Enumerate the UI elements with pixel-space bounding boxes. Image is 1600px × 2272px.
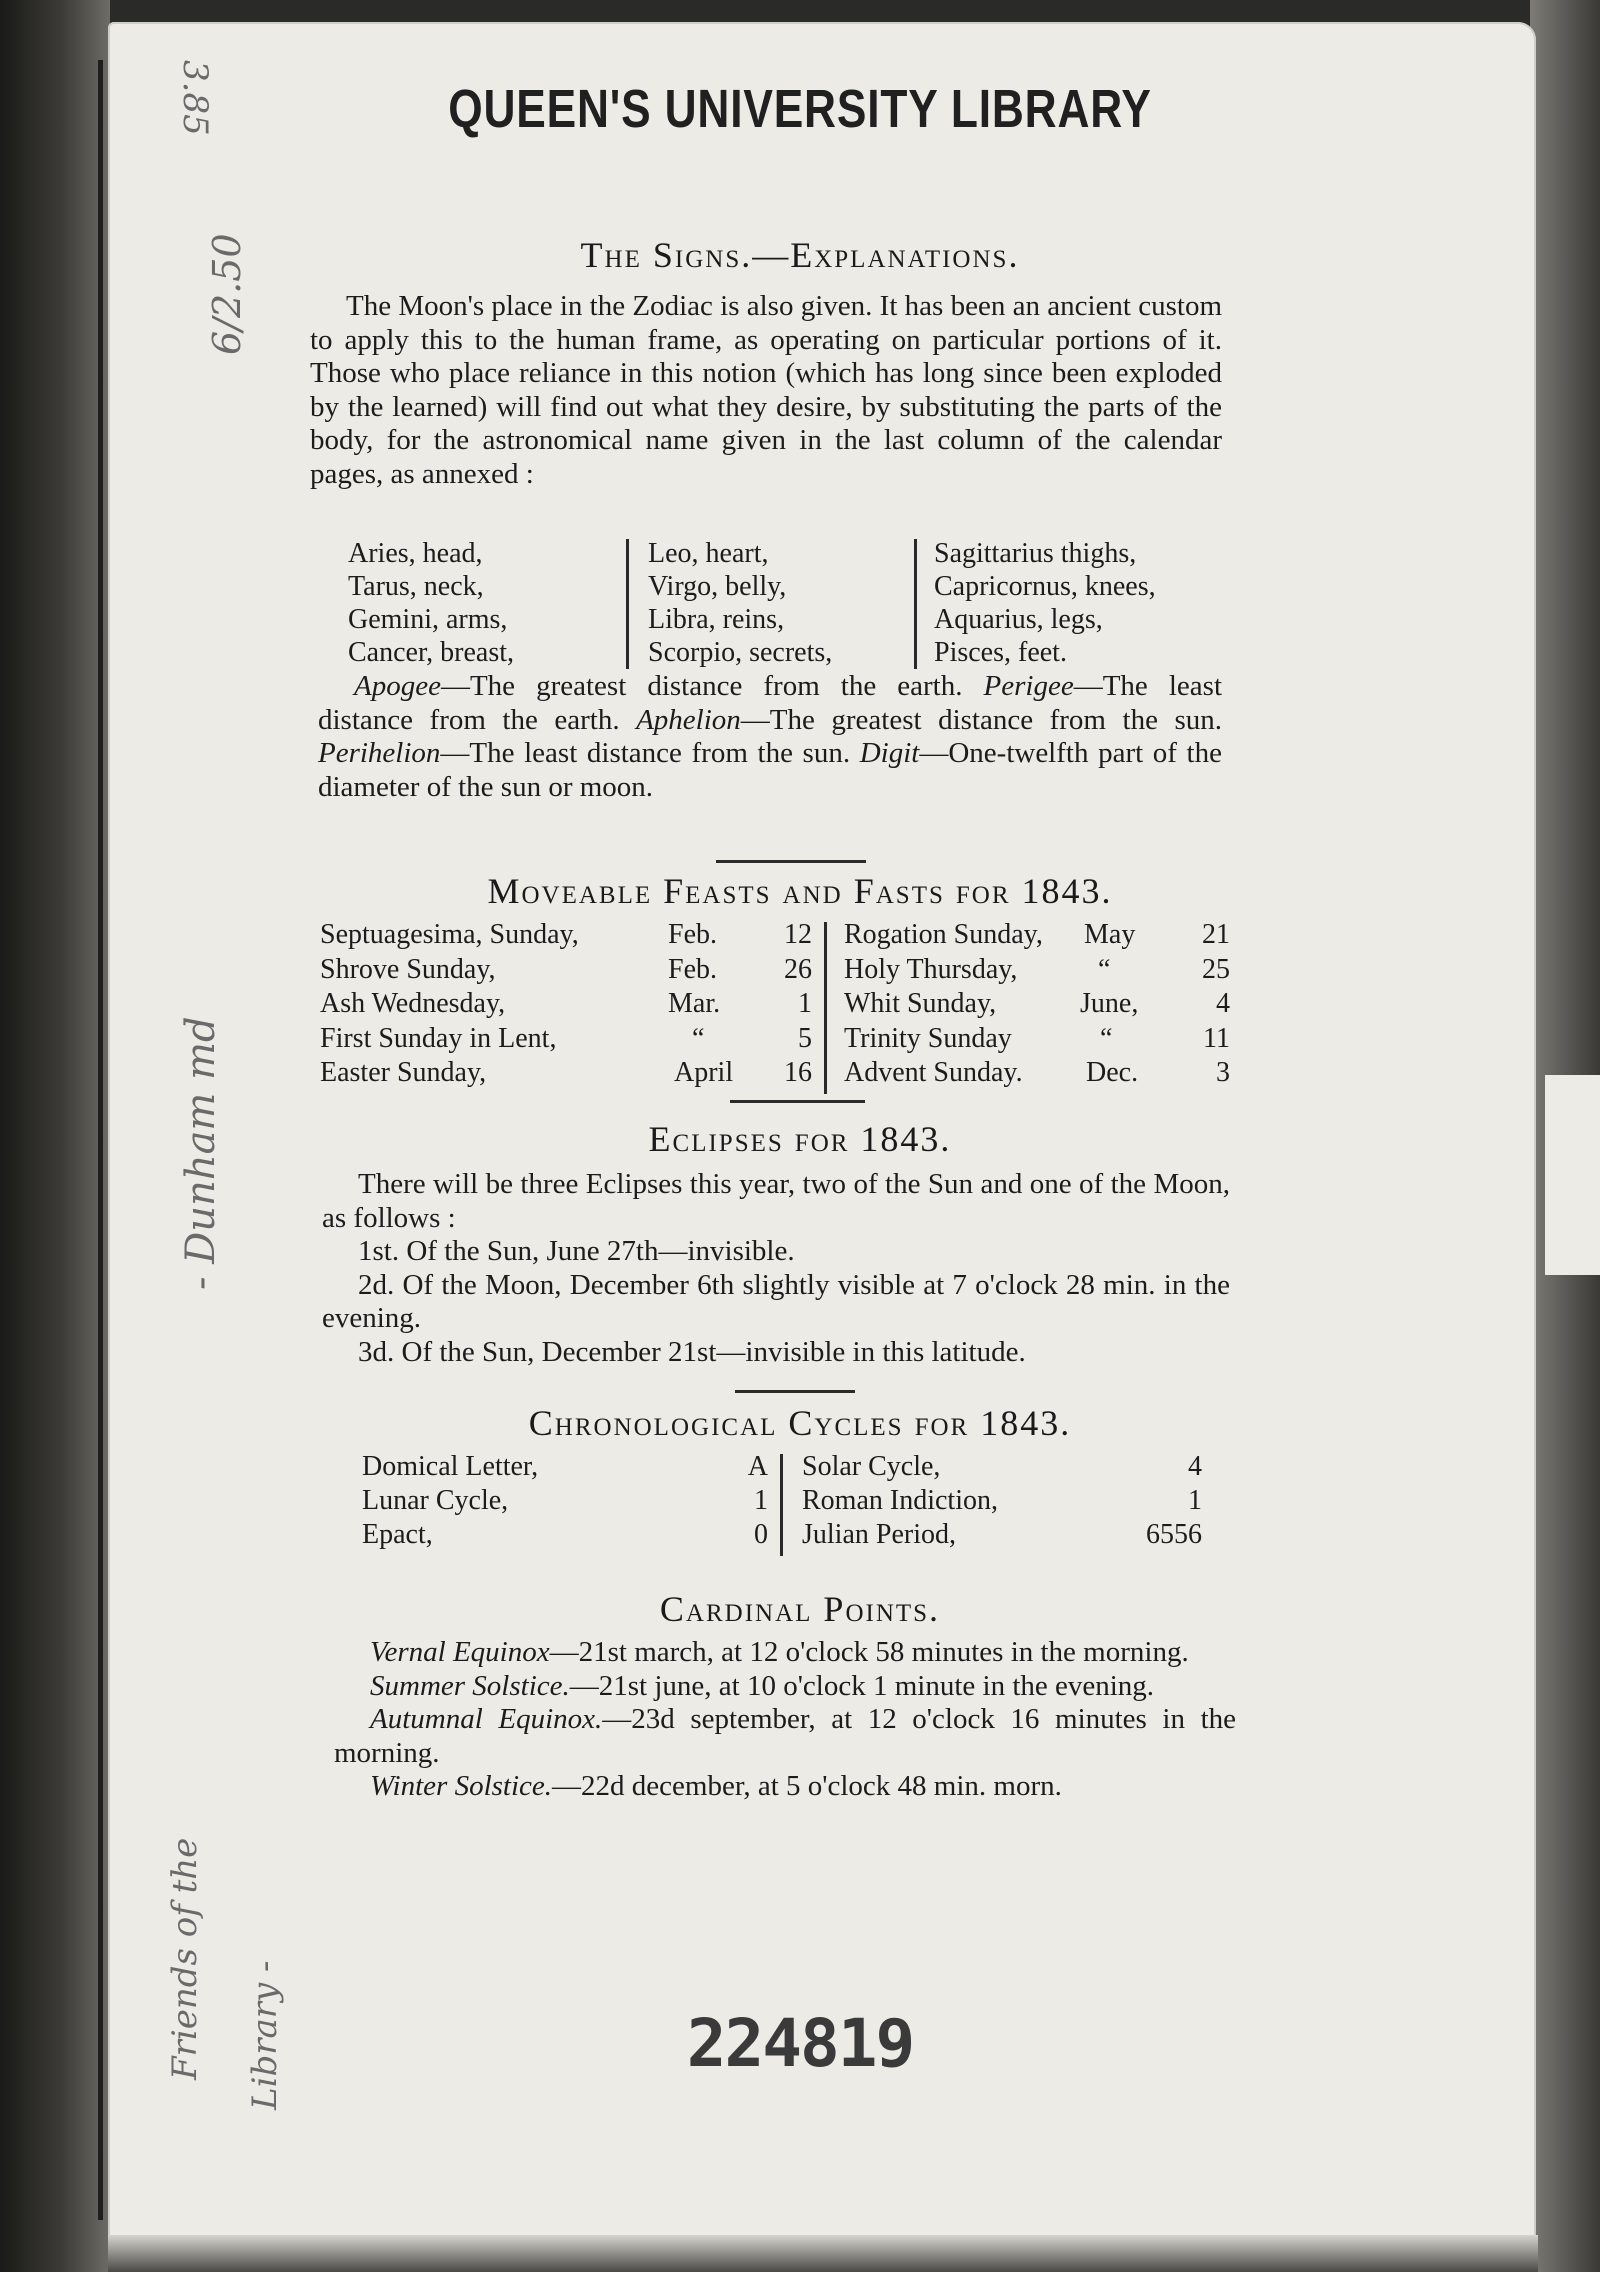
cycle-label: Epact, bbox=[362, 1519, 433, 1550]
cycle-label: Roman Indiction, bbox=[802, 1485, 998, 1516]
cycle-label: Lunar Cycle, bbox=[362, 1485, 509, 1516]
eclipse-item: 3d. Of the Sun, December 21st—invisible in this latitude. bbox=[358, 1335, 1026, 1368]
signs-heading: The Signs.—Explanations. bbox=[580, 235, 1020, 275]
feast-month: “ bbox=[692, 1022, 705, 1054]
eclipses-intro: There will be three Eclipses this year, two of the Sun and one of the Moon, as follows : bbox=[322, 1168, 1230, 1234]
feasts-table bbox=[320, 918, 1240, 1091]
table-row bbox=[320, 953, 1240, 988]
cardinal-paragraph bbox=[334, 1636, 1236, 1804]
definition-term: Aphelion bbox=[636, 703, 741, 736]
feast-day: 11 bbox=[1203, 1022, 1230, 1054]
cardinal-text: —21st march, at 12 o'clock 58 minutes in the morning. bbox=[549, 1636, 1189, 1668]
library-stamp-title: QUEEN'S UNIVERSITY LIBRARY bbox=[448, 79, 1152, 139]
feast-name: Easter Sunday, bbox=[320, 1057, 487, 1088]
definition-term: Perigee bbox=[983, 670, 1074, 702]
handwritten-vertical-note: - Dunham md bbox=[178, 1016, 224, 1290]
page-bottom-edge bbox=[108, 2235, 1538, 2272]
cycle-value: 6556 bbox=[1146, 1519, 1202, 1550]
feast-day: 5 bbox=[798, 1022, 812, 1054]
section-divider bbox=[716, 860, 866, 863]
signs-intro-paragraph bbox=[310, 290, 1222, 491]
feast-name: Advent Sunday. bbox=[844, 1057, 1023, 1088]
table-row bbox=[320, 1022, 1240, 1057]
feast-name: Holy Thursday, bbox=[844, 953, 1018, 985]
zodiac-entry: Cancer, breast, bbox=[348, 637, 515, 668]
section-divider bbox=[730, 1100, 865, 1103]
feast-name: Shrove Sunday, bbox=[320, 953, 496, 985]
feast-month: “ bbox=[1100, 1022, 1113, 1054]
cycle-value: 1 bbox=[1188, 1485, 1202, 1516]
cycle-value: 4 bbox=[1188, 1451, 1202, 1482]
zodiac-divider bbox=[626, 539, 629, 669]
zodiac-entry: Tarus, neck, bbox=[348, 571, 484, 602]
cardinal-term: Summer Solstice. bbox=[370, 1669, 570, 1702]
eclipses-heading: Eclipses for 1843. bbox=[648, 1119, 952, 1159]
zodiac-column-3 bbox=[934, 537, 1156, 669]
cycle-value: 1 bbox=[754, 1485, 768, 1516]
torn-edge bbox=[1545, 1075, 1600, 1275]
zodiac-entry: Leo, heart, bbox=[648, 538, 769, 569]
zodiac-entry: Gemini, arms, bbox=[348, 604, 508, 635]
definition-text: —The least distance from the earth. bbox=[318, 670, 1222, 736]
cycles-table bbox=[362, 1450, 1212, 1552]
zodiac-entry: Aquarius, legs, bbox=[934, 604, 1103, 635]
table-row bbox=[320, 987, 1240, 1022]
definition-term: Digit bbox=[859, 737, 920, 769]
feast-name: Septuagesima, Sunday, bbox=[320, 919, 579, 950]
section-divider bbox=[735, 1390, 855, 1393]
handwritten-spine-note: 3.85 bbox=[175, 60, 215, 136]
zodiac-entry: Sagittarius thighs, bbox=[934, 538, 1137, 569]
cycle-value: A bbox=[747, 1451, 768, 1482]
cycle-value: 0 bbox=[754, 1519, 768, 1550]
feast-month: Dec. bbox=[1086, 1057, 1139, 1088]
feast-name: Rogation Sunday, bbox=[844, 919, 1043, 950]
feast-day: 3 bbox=[1216, 1057, 1230, 1088]
zodiac-entry: Libra, reins, bbox=[648, 604, 785, 635]
zodiac-entry: Virgo, belly, bbox=[648, 571, 787, 602]
zodiac-entry: Pisces, feet. bbox=[934, 637, 1067, 668]
cycles-heading: Chronological Cycles for 1843. bbox=[528, 1403, 1072, 1443]
cycle-label: Domical Letter, bbox=[362, 1451, 539, 1482]
cardinal-item bbox=[334, 1770, 1236, 1804]
handwritten-price: 6/2.50 bbox=[205, 233, 249, 355]
cardinal-text: —23d september, at 12 o'clock 16 minutes in the morning. bbox=[334, 1703, 1237, 1769]
feast-month: “ bbox=[1098, 953, 1111, 985]
zodiac-entry: Capricornus, knees, bbox=[934, 571, 1156, 602]
cycle-label: Solar Cycle, bbox=[802, 1451, 941, 1482]
table-row bbox=[362, 1484, 1212, 1518]
feast-name: Trinity Sunday bbox=[844, 1022, 1012, 1054]
feast-name: Ash Wednesday, bbox=[320, 988, 506, 1019]
table-row bbox=[320, 918, 1240, 953]
cycle-label: Julian Period, bbox=[802, 1519, 956, 1550]
feast-day: 26 bbox=[784, 953, 812, 985]
definition-text: —The greatest distance from the sun. bbox=[740, 703, 1222, 736]
definition-text: —The greatest distance from the earth. bbox=[440, 670, 984, 702]
eclipse-item: 2d. Of the Moon, December 6th slightly visible at 7 o'clock 28 min. in the evening. bbox=[322, 1268, 1230, 1334]
feast-day: 21 bbox=[1202, 919, 1230, 950]
table-row bbox=[320, 1056, 1240, 1091]
cardinal-heading: Cardinal Points. bbox=[659, 1589, 941, 1629]
cardinal-term: Vernal Equinox bbox=[370, 1636, 550, 1668]
signs-intro-text: The Moon's place in the Zodiac is also given. It has been an ancient custom to apply this to the human frame, as operating on particular portions of it. Those who place reliance in this notion (which has long since been exploded by the learned) will find out what they desire, by substituting the parts of the body, for the astronomical name given in the last column of the calendar pages, as annexed : bbox=[310, 290, 1222, 490]
definition-term: Perihelion bbox=[318, 737, 441, 769]
eclipse-item: 1st. Of the Sun, June 27th—invisible. bbox=[358, 1235, 795, 1267]
feast-name: First Sunday in Lent, bbox=[320, 1022, 557, 1054]
zodiac-column-2 bbox=[648, 537, 832, 669]
eclipses-paragraph bbox=[322, 1168, 1230, 1369]
feast-name: Whit Sunday, bbox=[844, 988, 997, 1019]
cardinal-term: Autumnal Equinox. bbox=[370, 1703, 603, 1735]
table-row bbox=[362, 1518, 1212, 1552]
table-row bbox=[362, 1450, 1212, 1484]
feast-day: 25 bbox=[1202, 953, 1230, 985]
cardinal-item bbox=[334, 1636, 1236, 1670]
feasts-heading: Moveable Feasts and Fasts for 1843. bbox=[487, 871, 1113, 911]
definitions-paragraph bbox=[318, 670, 1222, 804]
cardinal-item bbox=[334, 1670, 1236, 1704]
cardinal-term: Winter Solstice. bbox=[370, 1770, 553, 1802]
handwritten-donor-line-2: Library - bbox=[245, 1960, 285, 2110]
feast-month: May bbox=[1084, 919, 1136, 950]
feast-month: Mar. bbox=[668, 988, 721, 1019]
feast-day: 1 bbox=[798, 988, 812, 1019]
handwritten-donor-line-1: Friends of the bbox=[165, 1837, 205, 2080]
feast-month: April bbox=[674, 1057, 734, 1088]
cardinal-text: —21st june, at 10 o'clock 1 minute in the evening. bbox=[569, 1669, 1155, 1702]
feast-day: 16 bbox=[784, 1057, 812, 1088]
definition-text: —The least distance from the sun. bbox=[440, 737, 860, 769]
feast-month: Feb. bbox=[668, 919, 717, 950]
cardinal-item bbox=[334, 1703, 1236, 1770]
cardinal-text: —22d december, at 5 o'clock 48 min. morn. bbox=[552, 1770, 1062, 1802]
definition-term: Apogee bbox=[354, 670, 441, 702]
zodiac-divider bbox=[914, 539, 917, 669]
feast-day: 4 bbox=[1216, 988, 1230, 1019]
feast-day: 12 bbox=[784, 919, 812, 950]
accession-number-stamp: 224819 bbox=[686, 2005, 914, 2082]
definition-text: —One-twelfth part of the diameter of the sun or moon. bbox=[318, 737, 1222, 803]
zodiac-column-1 bbox=[348, 537, 514, 669]
feast-month: June, bbox=[1080, 988, 1139, 1019]
feast-month: Feb. bbox=[668, 953, 717, 985]
zodiac-entry: Aries, head, bbox=[348, 538, 483, 569]
zodiac-entry: Scorpio, secrets, bbox=[648, 637, 833, 668]
